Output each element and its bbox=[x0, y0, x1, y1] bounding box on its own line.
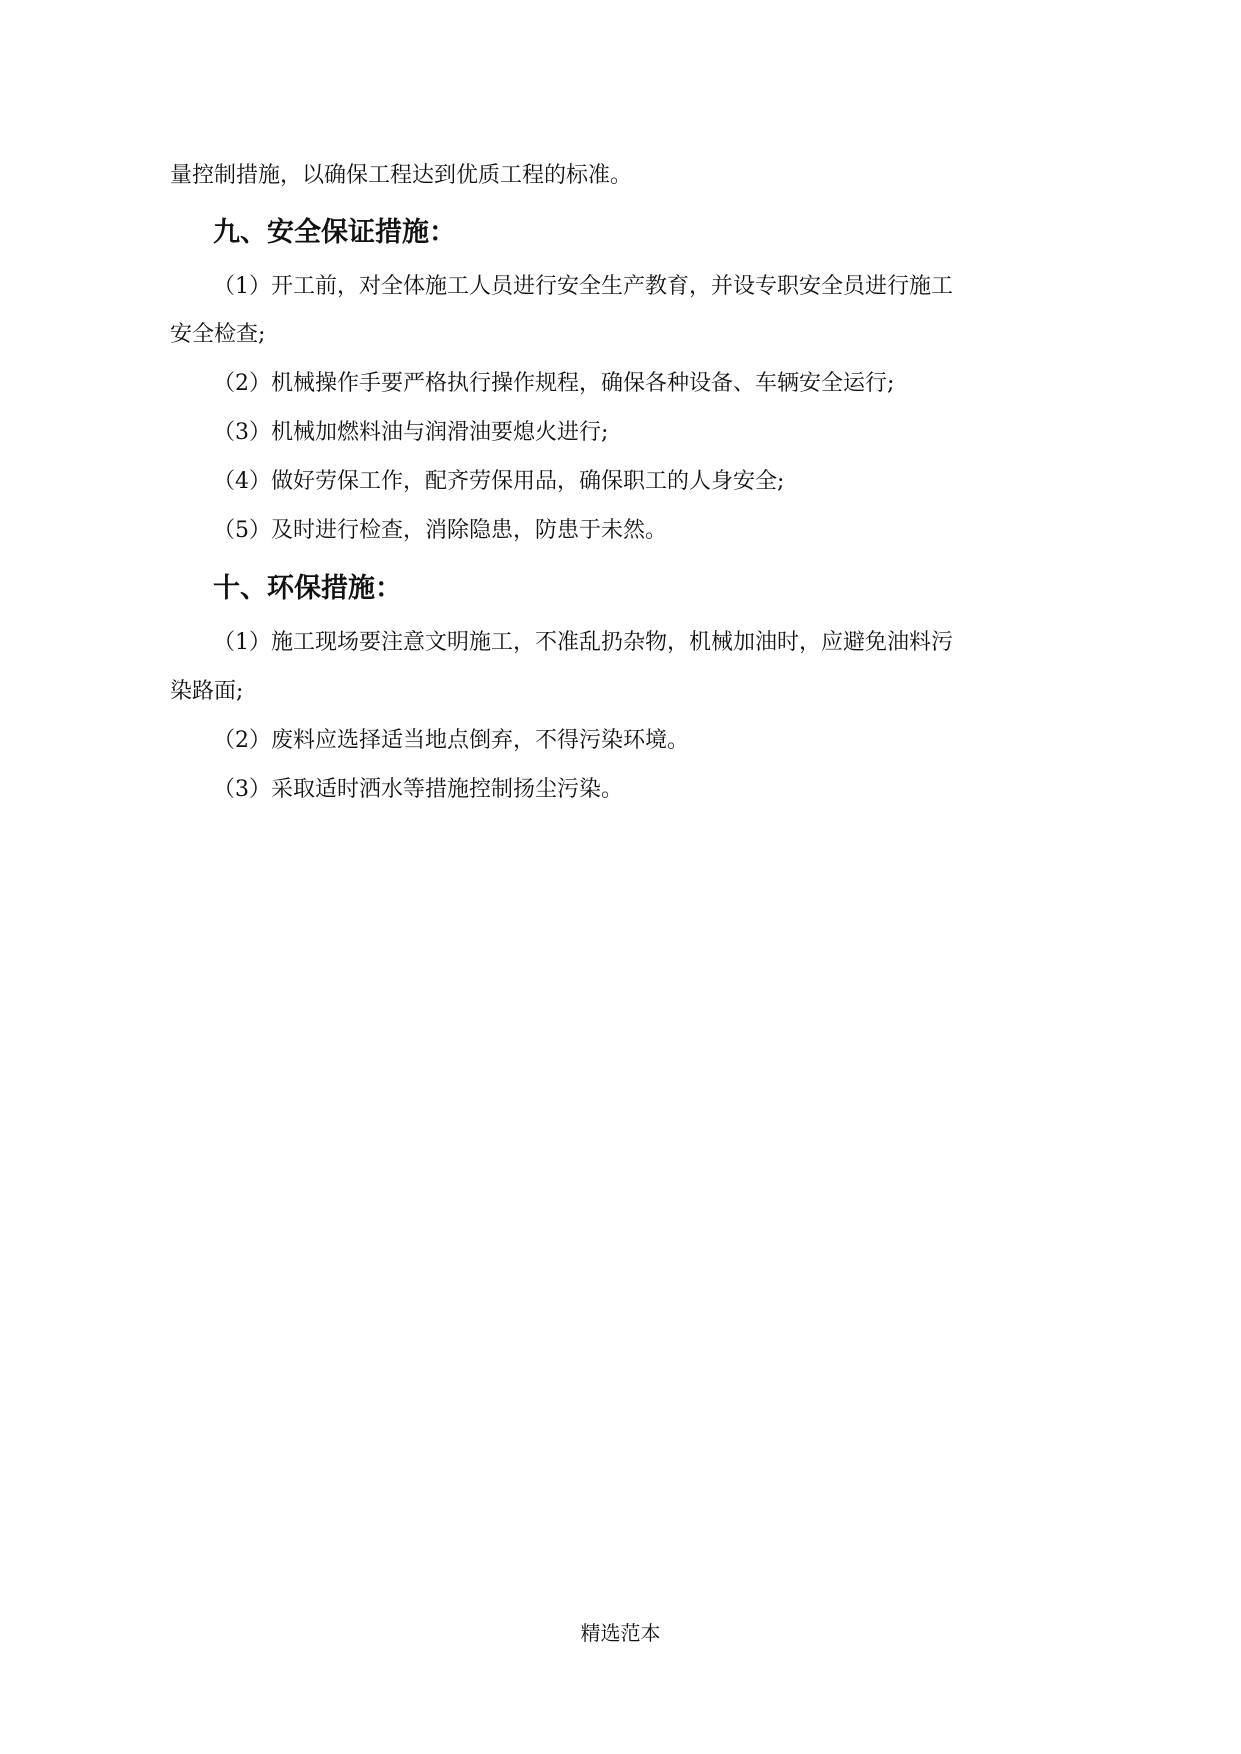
section-10-item-1-line-1: （1）施工现场要注意文明施工，不准乱扔杂物，机械加油时，应避免油料污 bbox=[213, 630, 953, 655]
section-10-title: 十、环保措施： bbox=[213, 573, 402, 604]
section-9-item-3: （3）机械加燃料油与润滑油要熄火进行; bbox=[213, 420, 609, 445]
section-10-item-1-line-2: 染路面; bbox=[170, 679, 244, 704]
page-footer: 精选范本 bbox=[580, 1621, 661, 1645]
section-9-item-1-line-2: 安全检查; bbox=[170, 322, 266, 347]
section-9-item-1-line-1: （1）开工前，对全体施工人员进行安全生产教育，并设专职安全员进行施工 bbox=[213, 274, 953, 299]
section-9-item-5: （5）及时进行检查，消除隐患，防患于未然。 bbox=[213, 518, 667, 543]
section-10-item-3: （3）采取适时洒水等措施控制扬尘污染。 bbox=[213, 777, 623, 802]
section-9-title: 九、安全保证措施： bbox=[213, 217, 456, 248]
section-9-item-2: （2）机械操作手要严格执行操作规程，确保各种设备、车辆安全运行; bbox=[213, 371, 895, 396]
intro-continuation: 量控制措施，以确保工程达到优质工程的标准。 bbox=[170, 163, 633, 188]
section-9-item-4: （4）做好劳保工作，配齐劳保用品，确保职工的人身安全; bbox=[213, 469, 785, 494]
section-10-item-2: （2）废料应选择适当地点倒弃，不得污染环境。 bbox=[213, 728, 689, 753]
